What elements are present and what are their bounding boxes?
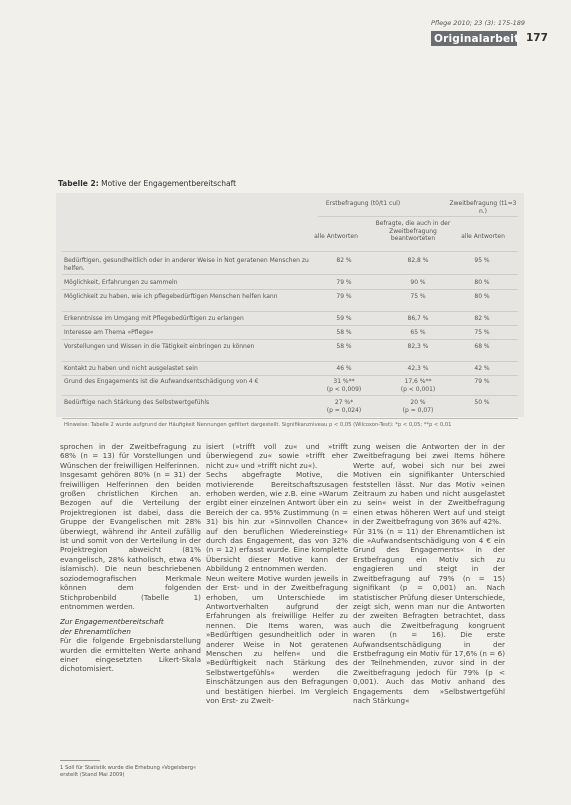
footnote: 1 Soll für Statistik wurde die Erhebung »Vogelsberg« erstellt (Stand Mai 2009) bbox=[60, 765, 197, 778]
row-value: 50 % bbox=[474, 399, 490, 406]
row-label: Grund des Engagements ist die Aufwandsentschädigung von 4 € bbox=[64, 378, 259, 385]
row-value: 58 % bbox=[336, 343, 352, 350]
row-value: 82,3 % bbox=[407, 343, 429, 350]
row-value: 82,8 % bbox=[407, 257, 429, 264]
row-label: Kontakt zu haben und nicht ausgelastet sein bbox=[64, 365, 198, 372]
section-heading: Zur Engagementbereitschaft bbox=[60, 617, 164, 627]
subheader-both: Befragte, die auch in der Zweitbefragung beantworteten bbox=[375, 220, 451, 242]
row-value: 31 %** (p < 0,009) bbox=[326, 378, 362, 393]
row-value: 80 % bbox=[474, 279, 490, 286]
row-value: 75 % bbox=[410, 293, 426, 300]
paragraph: Sechs abgefragte Motive, die motivierende Bereitschaftszusagen erhoben werden, wie z.B. eine »Warum ergibt einer einzelnen Antwort über ein Bereich der ca. 95% Zustimmung (n = 31) bis hin zur »Sinnvollen Chance« auf den beruflichen Wiedereinstieg« durch das Engagement, das von 32% (n = 12) erfasst wurde. Eine komplette Übersicht dieser Motive kann der Abbildung 2 entnommen werden. bbox=[206, 470, 348, 574]
row-label: Möglichkeit zu haben, wie ich pflegebedürftigen Menschen helfen kann bbox=[64, 293, 278, 300]
row-value: 68 % bbox=[474, 343, 490, 350]
row-value: 27 %* (p = 0,024) bbox=[326, 399, 362, 414]
row-value: 58 % bbox=[336, 329, 352, 336]
row-value: 75 % bbox=[474, 329, 490, 336]
row-value: 79 % bbox=[336, 293, 352, 300]
journal-reference: Pflege 2010; 23 (3): 175-189 bbox=[431, 19, 526, 27]
row-value: 46 % bbox=[336, 365, 352, 372]
paragraph: Für die folgende Ergebnisdarstellung wurden die ermittelten Werte anhand einer eingesetzten Likert-Skala dichotomisiert. bbox=[60, 636, 201, 674]
row-value: 59 % bbox=[336, 315, 352, 322]
paragraph: Für 31% (n = 11) der Ehrenamtlichen ist die »Aufwandsentschädigung von 4 € ein Grund des Engagements« in der Erstbefragung ein Motiv sich zu engagieren und steigt in der Zweitbefragung auf 79% (n = 15) signifikant (p = 0,001) an. Nach statistischer Prüfung dieser Unterschiede, zeigt sich, wenn man nur die Antworten der zweiten Befragten betrachtet, dass auch die Zweitbefragung kongruent waren (n = 16). Die erste Aufwandsentschädigung in der Erstbefragung ein Motiv für 17,6% (n = 6) der Teilnehmenden, zuvor sind in der Zweitbefragung jedoch für 79% (p < 0,001). Auch das Motiv anhand des Engagements dem »Selbstwertgefühl nach Stärkung« bbox=[353, 526, 505, 705]
paragraph: sprochen in der Zweitbefragung zu 68% (n = 13) für Vorstellungen und Wünschen der freiwilligen Helferinnen. bbox=[60, 442, 201, 470]
row-value: 90 % bbox=[410, 279, 426, 286]
section-heading: der Ehrenamtlichen bbox=[60, 626, 131, 636]
row-label: Möglichkeit, Erfahrungen zu sammeln bbox=[64, 279, 178, 286]
paragraph: isiert (»trifft voll zu« und »trifft überwiegend zu« sowie »trifft eher nicht zu« und »trifft nicht zu«). bbox=[206, 442, 348, 470]
paragraph: zung weisen die Antworten der in der Zweitbefragung bei zwei Items höhere Werte auf, wobei sich nur bei zwei Motiven ein signifikanter Unterschied feststellen lässt. Nur das Motiv »einen Zeitraum zu haben und nicht ausgelastet zu sein« weist in der Zweitbefragung einen etwas höheren Wert auf und steigt in der Zweitbefragung von 36% auf 42%. bbox=[353, 442, 505, 527]
section-badge: Originalarbeit bbox=[431, 31, 517, 46]
paragraph: Insgesamt gehören 80% (n = 31) der freiwilligen Helferinnen den beiden großen christlichen Kirchen an. Bezogen auf die Verteilung der Projektregionen ist dabei, dass die Gruppe der Evangelischen mit 28% überwiegt, während ihr Anteil zufällig ist und somit von der Verteilung in der Projektregion abweicht (81% evangelisch, 28% katholisch, etwa 4% islamisch). Die neun beschriebenen soziodemografischen Merkmale können dem folgenden Stichprobenbild (Tabelle 1) entnommen werden. bbox=[60, 470, 201, 611]
table-caption-text: Motive der Engagementbereitschaft bbox=[101, 179, 237, 188]
table-caption bbox=[58, 179, 236, 188]
row-value: 80 % bbox=[474, 293, 490, 300]
footnote-divider bbox=[60, 760, 100, 761]
body-column-1 bbox=[60, 442, 201, 792]
row-label: Bedürftige nach Stärkung des Selbstwertgefühls bbox=[64, 399, 210, 406]
row-value: 86,7 % bbox=[407, 315, 429, 322]
subheader-all-second: alle Antworten bbox=[461, 233, 505, 240]
table-caption-label: Tabelle 2: bbox=[58, 179, 99, 188]
row-value: 79 % bbox=[336, 279, 352, 286]
body-column-2 bbox=[206, 442, 348, 792]
row-label: Bedürftigen, gesundheitlich oder in anderer Weise in Not geratenen Menschen zu helfen. bbox=[64, 257, 309, 272]
row-value: 82 % bbox=[336, 257, 352, 264]
row-value: 95 % bbox=[474, 257, 490, 264]
table-note: Hinweise: Tabelle 2 wurde aufgrund der Häufigkeit Nennungen gefiltert dargestellt. Signifikanzniveau p < 0,05 (Wilcoxon-Test): *p < 0,05; **p < 0,01 bbox=[64, 422, 452, 428]
group-header-second: Zweitbefragung (t1=3 n.) bbox=[449, 200, 517, 215]
body-column-3 bbox=[353, 442, 505, 792]
row-label: Interesse am Thema »Pflege« bbox=[64, 329, 154, 336]
row-value: 42,3 % bbox=[407, 365, 429, 372]
subheader-all-first: alle Antworten bbox=[314, 233, 358, 240]
row-value: 42 % bbox=[474, 365, 490, 372]
row-value: 65 % bbox=[410, 329, 426, 336]
row-label: Vorstellungen und Wissen in die Tätigkeit einbringen zu können bbox=[64, 343, 255, 350]
row-value: 20 % (p = 0,07) bbox=[402, 399, 434, 414]
row-value: 82 % bbox=[474, 315, 490, 322]
page-number: 177 bbox=[526, 32, 548, 44]
row-value: 79 % bbox=[474, 378, 490, 385]
row-value: 17,6 %** (p < 0,001) bbox=[400, 378, 436, 393]
paragraph: Neun weitere Motive wurden jeweils in der Erst- und in der Zweitbefragung erhoben, um Unterschiede im Antwortverhalten aufgrund der Erfahrungen als freiwillige Helfer zu nennen. Die Items waren, was »Bedürftigen gesundheitlich oder in anderer Weise in Not geratenen Menschen zu helfen« und die »Bedürftigkeit nach Stärkung des Selbstwertgefühls« werden die Einschätzungen aus den Befragungen und bestätigen hierbei. Im Vergleich von Erst- zu Zweit- bbox=[206, 573, 348, 705]
group-header-first: Erstbefragung (t0/t1 cul) bbox=[325, 200, 401, 207]
row-label: Erkenntnisse im Umgang mit Pflegebedürftigen zu erlangen bbox=[64, 315, 244, 322]
